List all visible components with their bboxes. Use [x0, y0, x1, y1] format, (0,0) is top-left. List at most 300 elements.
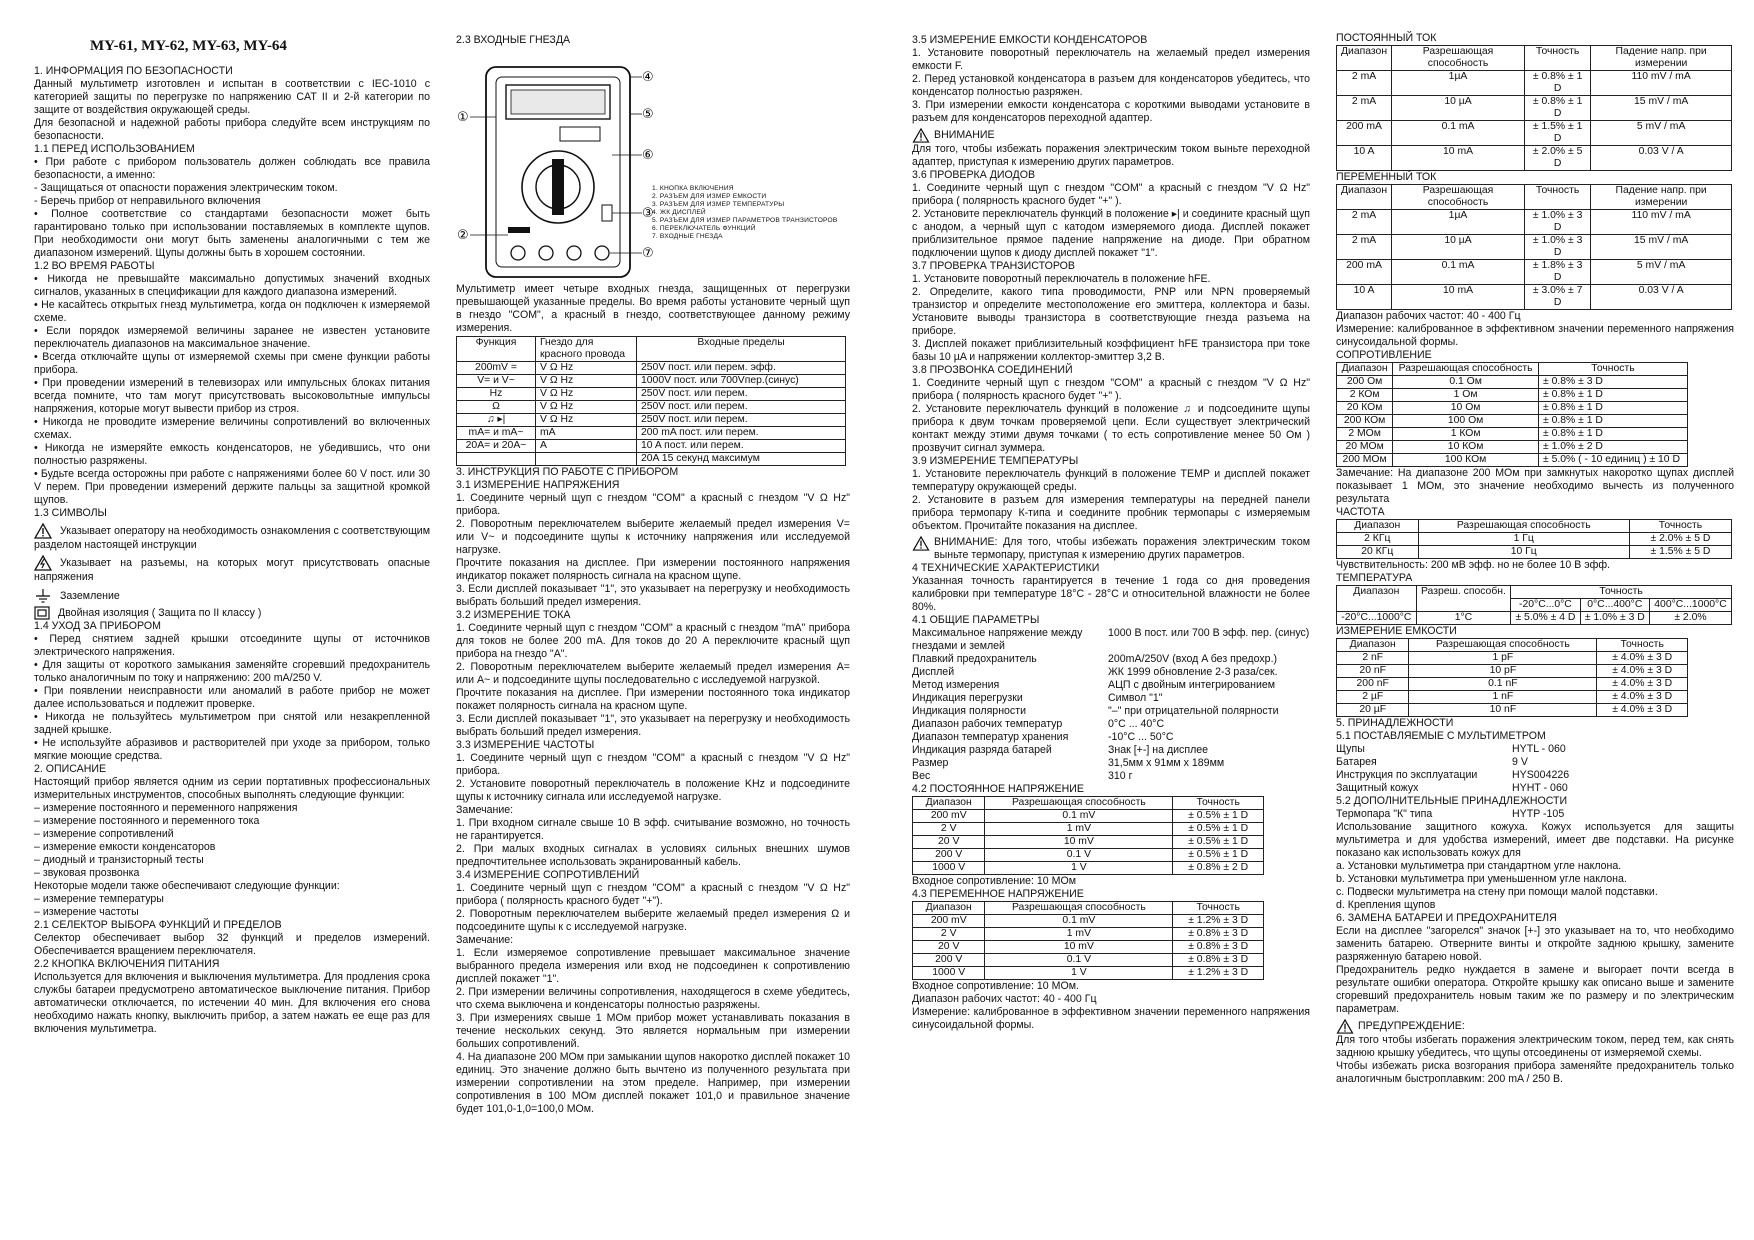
cell: 10 A	[1337, 285, 1392, 310]
cell: V= и V~	[457, 375, 536, 388]
table-header: Разрешающая способность	[1393, 363, 1539, 376]
paragraph: • Для защиты от короткого замыкания заменяйте сгоревший предохранитель только аналогичным по току и напряжению: 200 mA/250 V.	[34, 659, 430, 684]
paragraph: 1. Если измеряемое сопротивление превышает максимальное значение выбранного предела измерения или вход не подсоединен к сопротивлению дисплей покажет "1".	[456, 947, 850, 985]
cell: 1 V	[985, 967, 1173, 980]
symbol-caution-text: Указывает оператору на необходимость ознакомления с соответствующим разделом настоящей инструкции	[34, 524, 430, 551]
symbol-double-insulation-text: Двойная изоляция ( Защита по II классу )	[58, 606, 262, 619]
table-row	[1337, 210, 1732, 235]
table-row	[1337, 546, 1732, 559]
heading: 3.8 ПРОЗВОНКА СОЕДИНЕНИЙ	[912, 364, 1073, 376]
heading: 1.2 ВО ВРЕМЯ РАБОТЫ	[34, 260, 155, 272]
cell: 2 nF	[1337, 652, 1409, 665]
legend-item: 1. КНОПКА ВКЛЮЧЕНИЯ	[652, 185, 734, 192]
cell: ± 1.5% ± 1 D	[1524, 121, 1590, 146]
param-name: Диапазон температур хранения	[912, 731, 1069, 743]
cell: ± 0.8% ± 2 D	[1173, 862, 1264, 875]
paragraph: • Никогда не пользуйтесь мультиметром при снятой или незакрепленной задней крышке.	[34, 711, 430, 736]
table-header: Падение напр. при измерении	[1591, 46, 1732, 71]
table-row	[1337, 415, 1688, 428]
legend-item: 7. ВХОДНЫЕ ГНЕЗДА	[652, 233, 723, 240]
cell: 10 µA	[1392, 235, 1525, 260]
cell: 1 pF	[1409, 652, 1597, 665]
legend-item: 3. РАЗЪЕМ ДЛЯ ИЗМЕР ТЕМПЕРАТУРЫ	[652, 201, 785, 208]
note: Входное сопротивление: 10 МОм.	[912, 980, 1079, 992]
cell: 0.1 mV	[985, 915, 1173, 928]
cell: 1 Гц	[1418, 533, 1629, 546]
table-header: Точность	[1597, 639, 1688, 652]
column-4	[1336, 32, 1734, 1086]
warning-triangle-icon	[912, 536, 930, 551]
warning-text: ВНИМАНИЕ: Для того, чтобы избежать поражения электрическим током выньте термопару, приступая к измерению других параметров.	[934, 536, 1310, 561]
param-value: ЖК 1999 обновление 2-3 раза/сек.	[1108, 666, 1278, 678]
cell: V Ω Hz	[536, 388, 637, 401]
cell: 200 mV	[913, 915, 985, 928]
document-title: MY-61, MY-62, MY-63, MY-64	[90, 38, 287, 54]
paragraph: 2. Поворотным переключателем выберите желаемый предел измерения Ω и подсоедините щупы к с исследуемой нагрузке.	[456, 908, 850, 933]
param-value: 31,5мм х 91мм х 189мм	[1108, 757, 1225, 769]
param-name: Индикация разряда батарей	[912, 744, 1052, 756]
table-row	[1337, 285, 1732, 310]
param-row	[912, 705, 1310, 718]
cell: ± 1.2% ± 3 D	[1173, 915, 1264, 928]
cell: 1°C	[1416, 612, 1511, 625]
heading: 5. ПРИНАДЛЕЖНОСТИ	[1336, 717, 1454, 729]
accessory-row	[1336, 808, 1734, 821]
paragraph: 3. Дисплей покажет приблизительный коэффициент hFE транзистора при токе базы 10 µA и напряжении коллектор-эмиттер 3,2 В.	[912, 338, 1310, 363]
cell	[457, 453, 536, 466]
param-value: -10°C ... 50°C	[1108, 731, 1174, 743]
paragraph: • Всегда отключайте щупы от измеряемой схемы при смене функции работы прибора.	[34, 351, 430, 376]
table-row	[457, 414, 846, 427]
note: Замечание: На диапазоне 200 МОм при замкнутых накоротко щупах дисплей показывает 1 МОм, это значение необходимо вычесть из полученного результата	[1336, 467, 1734, 505]
table-header: Функция	[457, 337, 536, 362]
cell: 1000V пост. или 700Vпер.(синус)	[637, 375, 846, 388]
list-item: – измерение частоты	[34, 906, 139, 918]
heading: 5.2 ДОПОЛНИТЕЛЬНЫЕ ПРИНАДЛЕЖНОСТИ	[1336, 795, 1568, 807]
cell: 20 V	[913, 941, 985, 954]
cell: ± 1.8% ± 3 D	[1524, 260, 1590, 285]
cell: ± 1.5% ± 5 D	[1629, 546, 1731, 559]
paragraph: - Защищаться от опасности поражения электрическим током.	[34, 182, 338, 194]
heading: 3.6 ПРОВЕРКА ДИОДОВ	[912, 169, 1036, 181]
cell: 200 V	[913, 954, 985, 967]
table-row	[1337, 454, 1688, 467]
paragraph: 3. Если дисплей показывает "1", это указывает на перегрузку и необходимость выбрать больший предел измерения.	[456, 583, 850, 608]
cell: 20 МОм	[1337, 441, 1393, 454]
table-header: Диапазон	[1337, 363, 1393, 376]
paragraph: 3. Если дисплей показывает "1", это указывает на перегрузку и необходимость выбрать больший предел измерения.	[456, 713, 850, 738]
symbol-caution	[34, 523, 430, 552]
paragraph: • При работе с прибором пользователь должен соблюдать все правила безопасности, а именно:	[34, 156, 430, 181]
accessory-name: Щупы	[1336, 743, 1365, 755]
heading: 2.1 СЕЛЕКТОР ВЫБОРА ФУНКЦИЙ И ПРЕДЕЛОВ	[34, 919, 282, 931]
paragraph: 1. Соедините черный щуп с гнездом "COM" а красный с гнездом "V Ω Hz" прибора.	[456, 752, 850, 777]
table-row	[1337, 704, 1688, 717]
cell: 10 µA	[1392, 96, 1525, 121]
cell: 200 КОм	[1337, 415, 1393, 428]
cell: 0.1 mA	[1392, 121, 1525, 146]
cell: mA= и mA~	[457, 427, 536, 440]
cell: mA	[536, 427, 637, 440]
table-row	[1337, 71, 1732, 96]
cell: 2 МОм	[1337, 428, 1393, 441]
heading: 5.1 ПОСТАВЛЯЕМЫЕ С МУЛЬТИМЕТРОМ	[1336, 730, 1546, 742]
heading: 2.3 ВХОДНЫЕ ГНЕЗДА	[456, 34, 571, 46]
cell: 250V пост. или перем. эфф.	[637, 362, 846, 375]
cell: 0.1 V	[985, 954, 1173, 967]
column-2	[456, 34, 850, 1116]
list-item: a. Установки мультиметра при стандартном угле наклона.	[1336, 860, 1622, 872]
list-item: d. Крепления щупов	[1336, 899, 1436, 911]
table-row	[1337, 121, 1732, 146]
cell: 10 mV	[985, 836, 1173, 849]
heading: 6. ЗАМЕНА БАТАРЕИ И ПРЕДОХРАНИТЕЛЯ	[1336, 912, 1557, 924]
table-header: Диапазон	[1337, 46, 1392, 71]
paragraph: 1. Установите поворотный переключатель на желаемый предел измерения емкости F.	[912, 47, 1310, 72]
cell: ± 0.8% ± 3 D	[1173, 954, 1264, 967]
param-value: 200mA/250V (вход A без предохр.)	[1108, 653, 1278, 665]
table-row	[1337, 678, 1688, 691]
param-name: Диапазон рабочих температур	[912, 718, 1063, 730]
cell: 1 nF	[1409, 691, 1597, 704]
table-header: Разрешающая способность	[985, 797, 1173, 810]
cell: ± 1.0% ± 3 D	[1524, 210, 1590, 235]
accessory-code: HYS004226	[1512, 769, 1570, 781]
paragraph: 2. Определите, какого типа проводимости, PNP или NPN проверяемый транзистор и определите местоположение его эмиттера, коллектора и базы. Установите выводы транзистора в соответствующие гнезда разъема на приборе.	[912, 286, 1310, 337]
table-header: Диапазон	[913, 902, 985, 915]
table-subheader: -20°C...0°C	[1511, 599, 1580, 612]
cell: ± 0.8% ± 1 D	[1539, 428, 1688, 441]
cell	[536, 453, 637, 466]
callout-3: ③	[642, 206, 654, 221]
table-row	[457, 453, 846, 466]
cell: 2 V	[913, 928, 985, 941]
list-item: – измерение постоянного и переменного напряжения	[34, 802, 298, 814]
paragraph: 2. Перед установкой конденсатора в разъем для конденсаторов убедитесь, что конденсатор полностью разряжен.	[912, 73, 1310, 98]
param-value: АЦП с двойным интегрированием	[1108, 679, 1276, 691]
heading: 3.5 ИЗМЕРЕНИЕ ЕМКОСТИ КОНДЕНСАТОРОВ	[912, 34, 1148, 46]
paragraph: Настоящий прибор является одним из серии портативных профессиональных измерительных инструментов, способных выполнять следующие функции:	[34, 776, 430, 801]
param-name: Максимальное напряжение между гнездами и землей	[912, 627, 1083, 652]
table-header: Диапазон	[1337, 185, 1392, 210]
table-row	[1337, 612, 1732, 625]
cell: 250V пост. или перем.	[637, 414, 846, 427]
list-item: – измерение температуры	[34, 893, 164, 905]
paragraph: 2. Поворотным переключателем выберите желаемый предел измерения A= или A~ и подсоедините щупы последовательно с исследуемой нагрузкой.	[456, 661, 850, 686]
cell: ± 0.8% ± 3 D	[1173, 941, 1264, 954]
cell: ± 1.2% ± 3 D	[1173, 967, 1264, 980]
paragraph: Использование защитного кожуха. Кожух используется для защиты мультиметра и для удобства измерений, имеет две подставки. На рисунке показано как использовать кожух для	[1336, 821, 1734, 859]
table-header: Разрешающая способность	[985, 902, 1173, 915]
general-params	[912, 627, 1310, 783]
callout-4: ④	[642, 70, 654, 85]
table-header: Разреш. способн.	[1416, 586, 1511, 612]
warning-heading	[912, 128, 1310, 143]
paragraph: Селектор обеспечивает выбор 32 функций и пределов измерений. Обеспечивается вращением переключателя.	[34, 932, 430, 957]
cell: ± 0.5% ± 1 D	[1173, 823, 1264, 836]
list-item: – измерение постоянного и переменного тока	[34, 815, 260, 827]
param-value: "–" при отрицательной полярности	[1108, 705, 1279, 717]
paragraph: Используется для включения и выключения мультиметра. Для продления срока службы батареи предусмотрено автоматическое выключение питания. Прибор автоматически отключается, по истечении 40 мин. Для включения его снова необходимо нажать кнопку, выключить прибор, а затем нажать ее еще раз для включения мультиметра.	[34, 971, 430, 1035]
table-header: Гнездо для красного провода	[536, 337, 637, 362]
heading: ЧАСТОТА	[1336, 506, 1385, 518]
param-name: Дисплей	[912, 666, 955, 678]
cell: 1000 V	[913, 967, 985, 980]
cell: ♫ ▸|	[457, 414, 536, 427]
table-row	[1337, 691, 1688, 704]
paragraph: • При проведении измерений в телевизорах или импульсных блоках питания всегда помните, что там могут присутствовать высоковольтные импульсы напряжения, которые могут вывести прибор из строя.	[34, 377, 430, 415]
accessory-row	[1336, 769, 1734, 782]
cell: 1 mV	[985, 823, 1173, 836]
warning-triangle-icon	[1336, 1019, 1354, 1034]
column-1	[34, 34, 430, 1036]
paragraph: - Беречь прибор от неправильного включения	[34, 195, 261, 207]
list-item: – звуковая прозвонка	[34, 867, 140, 879]
heading: 3.9 ИЗМЕРЕНИЕ ТЕМПЕРАТУРЫ	[912, 455, 1079, 467]
cell: ± 0.8% ± 1 D	[1539, 389, 1688, 402]
table-row	[913, 836, 1264, 849]
cell: V Ω Hz	[536, 414, 637, 427]
frequency-table	[1336, 519, 1732, 559]
heading: 2.2 КНОПКА ВКЛЮЧЕНИЯ ПИТАНИЯ	[34, 958, 220, 970]
cell: 100 КОм	[1393, 454, 1539, 467]
table-row	[457, 427, 846, 440]
table-header: Точность	[1539, 363, 1688, 376]
cell: ± 1.0% ± 2 D	[1539, 441, 1688, 454]
heading: ПОСТОЯННЫЙ ТОК	[1336, 32, 1437, 44]
table-row	[1337, 96, 1732, 121]
cell: ± 0.8% ± 3 D	[1539, 376, 1688, 389]
paragraph: 1. Соедините черный щуп с гнездом "COM" а красный с гнездом "V Ω Hz" прибора.	[456, 492, 850, 517]
cell: 2 µF	[1337, 691, 1409, 704]
paragraph: 1. При входном сигнале свыше 10 В эфф. считывание возможно, но точность не гарантируется.	[456, 817, 850, 842]
note: Чувствительность: 200 мВ эфф. но не более 10 В эфф.	[1336, 559, 1610, 571]
table-row	[1337, 389, 1688, 402]
note: Измерение: калиброванное в эффективном значении переменного напряжения синусоидальной формы.	[912, 1006, 1310, 1031]
cell: 15 mV / mA	[1591, 96, 1732, 121]
cell: 20 V	[913, 836, 985, 849]
cell: 2 mA	[1337, 96, 1392, 121]
cell: ± 3.0% ± 7 D	[1524, 285, 1590, 310]
cell: 200mV =	[457, 362, 536, 375]
table-row	[913, 915, 1264, 928]
table-header: Диапазон	[1337, 586, 1417, 612]
cell: 0.03 V / A	[1591, 285, 1732, 310]
table-row	[457, 375, 846, 388]
table-row	[1337, 428, 1688, 441]
ac-voltage-table	[912, 901, 1264, 980]
accessory-code: 9 V	[1512, 756, 1528, 768]
cell: 20 КГц	[1337, 546, 1419, 559]
cell: 100 Ом	[1393, 415, 1539, 428]
note: Измерение: калиброванное в эффективном значении переменного напряжения синусоидальной формы.	[1336, 323, 1734, 348]
table-row	[913, 823, 1264, 836]
cell: ± 4.0% ± 3 D	[1597, 665, 1688, 678]
cell: 200 Ом	[1337, 376, 1393, 389]
paragraph: • При появлении неисправности или аномалий в работе прибор не может далее использоваться и подлежит проверке.	[34, 685, 430, 710]
cell: 200 mA пост. или перем.	[637, 427, 846, 440]
table-header: Точность	[1511, 586, 1732, 599]
param-row	[912, 666, 1310, 679]
paragraph: 1. Соедините черный щуп с гнездом "COM" а красный с гнездом "mA" прибора для токов не более 200 mA. Для токов до 20 A переключите красный щуп прибора на гнездо "A".	[456, 622, 850, 660]
cell: 250V пост. или перем.	[637, 388, 846, 401]
cell: 5 mV / mA	[1591, 121, 1732, 146]
cell: V Ω Hz	[536, 375, 637, 388]
paragraph: 1. Соедините черный щуп с гнездом "COM" а красный с гнездом "V Ω Hz" прибора ( полярность красного будет "+" ).	[912, 377, 1310, 402]
cell: 1 КОм	[1393, 428, 1539, 441]
heading: 4.3 ПЕРЕМЕННОЕ НАПРЯЖЕНИЕ	[912, 888, 1084, 900]
cell: A	[536, 440, 637, 453]
heading: 1.3 СИМВОЛЫ	[34, 507, 107, 519]
table-row	[1337, 533, 1732, 546]
accessory-code: HYTP -105	[1512, 808, 1565, 820]
heading: СОПРОТИВЛЕНИЕ	[1336, 349, 1432, 361]
heading: ТЕМПЕРАТУРА	[1336, 572, 1413, 584]
cell: 0.1 mV	[985, 810, 1173, 823]
paragraph: 2. Установите переключатель функций в положение ♫ и подсоедините щупы прибора к двум точкам проверяемой цепи. Если существует электрический контакт между этими двумя точками ( то есть сопротивление менее 50 Ом ) прозвучит сигнал зуммера.	[912, 403, 1310, 454]
capacitance-table	[1336, 638, 1688, 717]
param-row	[912, 744, 1310, 757]
multimeter-figure	[456, 47, 850, 283]
cell: 200 МОм	[1337, 454, 1393, 467]
accessory-name: Инструкция по эксплуатации	[1336, 769, 1478, 781]
paragraph: 2. Установите переключатель функций в положение ▸| и соедините красный щуп с анодом, а черный щуп с катодом измеряемого диода. Дисплей покажет приблизительное прямое падение напряжение на диоде. При обратном подключении щупов к диоду дисплей покажет "1".	[912, 208, 1310, 259]
paragraph: Чтобы избежать риска возгорания прибора заменяйте предохранитель только аналогичным быстроплавким: 200 mA / 250 В.	[1336, 1060, 1734, 1085]
note: Входное сопротивление: 10 МОм	[912, 875, 1076, 887]
cell: ± 4.0% ± 3 D	[1597, 704, 1688, 717]
param-value: Знак [+-] на дисплее	[1108, 744, 1209, 756]
cell: V Ω Hz	[536, 362, 637, 375]
warning-title: ВНИМАНИЕ	[934, 129, 995, 141]
cell: ± 5.0% ± 4 D	[1511, 612, 1580, 625]
table-row	[913, 954, 1264, 967]
table-header: Разрешающая способность	[1392, 185, 1525, 210]
symbol-double-insulation	[34, 606, 430, 620]
cell: 0.03 V / A	[1591, 146, 1732, 171]
table-header: Диапазон	[1337, 520, 1419, 533]
paragraph: 1. Установите поворотный переключатель в положение hFE.	[912, 273, 1211, 285]
cell: 10 Ом	[1393, 402, 1539, 415]
multimeter-drawing	[456, 47, 850, 283]
note: Диапазон рабочих частот: 40 - 400 Гц	[1336, 310, 1521, 322]
cell: 110 mV / mA	[1591, 71, 1732, 96]
callout-7: ⑦	[642, 246, 654, 261]
table-row	[457, 401, 846, 414]
paragraph: • Не касайтесь открытых гнезд мультиметра, когда он подключен к измеряемой схеме.	[34, 299, 430, 324]
heading: 3.3 ИЗМЕРЕНИЕ ЧАСТОТЫ	[456, 739, 595, 751]
heading: 3.2 ИЗМЕРЕНИЕ ТОКА	[456, 609, 571, 621]
paragraph: 2. При малых входных сигналах в условиях сильных внешних шумов предпочтительнее использовать экранированный кабель.	[456, 843, 850, 868]
table-header: Точность	[1173, 797, 1264, 810]
cell: 200 mV	[913, 810, 985, 823]
cell: 1000 V	[913, 862, 985, 875]
param-name: Плавкий предохранитель	[912, 653, 1037, 665]
paragraph: • Никогда не измеряйте емкость конденсаторов, не убедившись, что они полностью разряжены.	[34, 442, 430, 467]
symbol-hazard-text: Указывает на разъемы, на которых могут присутствовать опасные напряжения	[34, 556, 430, 583]
warning-triangle-icon	[34, 523, 52, 539]
cell: 1µA	[1392, 71, 1525, 96]
paragraph: 1. Соедините черный щуп с гнездом "COM" а красный с гнездом "V Ω Hz" прибора ( полярность красного будет "+").	[456, 882, 850, 907]
table-subheader: 0°C...400°C	[1580, 599, 1649, 612]
paragraph: • Никогда не превышайте максимально допустимых значений входных сигналов, указанных в спецификации для каждого диапазона измерений.	[34, 273, 430, 298]
cell: 2 V	[913, 823, 985, 836]
cell: 200 V	[913, 849, 985, 862]
cell: 2 mA	[1337, 235, 1392, 260]
cell: ± 0.8% ± 1 D	[1539, 402, 1688, 415]
table-header: Разрешающая способность	[1392, 46, 1525, 71]
table-header: Разрешающая способность	[1418, 520, 1629, 533]
heading: 4 ТЕХНИЧЕСКИЕ ХАРАКТЕРИСТИКИ	[912, 562, 1100, 574]
table-header: Падение напр. при измерении	[1591, 185, 1732, 210]
paragraph: 2. При измерении величины сопротивления, находящегося в схеме убедитесь, что схема выключена и конденсаторы полностью разряжены.	[456, 986, 850, 1011]
paragraph: • Никогда не проводите измерение величины сопротивлений во включенных схемах.	[34, 416, 430, 441]
paragraph: Указанная точность гарантируется в течение 1 года со дня проведения калибровки при температуре 18°C - 28°C и относительной влажности не более 80%.	[912, 575, 1310, 613]
table-row	[1337, 441, 1688, 454]
cell: ± 2.0%	[1649, 612, 1731, 625]
table-row	[913, 810, 1264, 823]
param-row	[912, 692, 1310, 705]
cell: ± 1.0% ± 3 D	[1580, 612, 1649, 625]
cell: 20 КОм	[1337, 402, 1393, 415]
param-row	[912, 679, 1310, 692]
legend-item: 5. РАЗЪЕМ ДЛЯ ИЗМЕР ПАРАМЕТРОВ ТРАНЗИСТОРОВ	[652, 217, 838, 224]
param-name: Индикация перегрузки	[912, 692, 1023, 704]
cell: ± 0.8% ± 1 D	[1524, 71, 1590, 96]
cell: Ω	[457, 401, 536, 414]
table-header: Разрешающая способность	[1409, 639, 1597, 652]
cell: 200 nF	[1337, 678, 1409, 691]
heading: 3.1 ИЗМЕРЕНИЕ НАПРЯЖЕНИЯ	[456, 479, 620, 491]
heading: 4.1 ОБЩИЕ ПАРАМЕТРЫ	[912, 614, 1040, 626]
input-jacks-table	[456, 336, 846, 466]
cell: V Ω Hz	[536, 401, 637, 414]
cell: 10 mA	[1392, 146, 1525, 171]
cell: 20A 15 секунд максимум	[637, 453, 846, 466]
note: Диапазон рабочих частот: 40 - 400 Гц	[912, 993, 1097, 1005]
accessory-row	[1336, 756, 1734, 769]
dc-voltage-table	[912, 796, 1264, 875]
heading: 4.2 ПОСТОЯННОЕ НАПРЯЖЕНИЕ	[912, 783, 1084, 795]
table-row	[913, 849, 1264, 862]
param-name: Индикация полярности	[912, 705, 1027, 717]
warning-block	[912, 536, 1310, 562]
heading: ИЗМЕРЕНИЕ ЕМКОСТИ	[1336, 625, 1457, 637]
paragraph: Для безопасной и надежной работы прибора следуйте всем инструкциям по безопасности.	[34, 117, 430, 142]
callout-2: ②	[457, 228, 469, 243]
table-header: Диапазон	[1337, 639, 1409, 652]
heading: 3.4 ИЗМЕРЕНИЕ СОПРОТИВЛЕНИЙ	[456, 869, 640, 881]
accessory-name: Защитный кожух	[1336, 782, 1419, 794]
cell: 1µA	[1392, 210, 1525, 235]
paragraph: 2. Поворотным переключателем выберите желаемый предел измерения V= или V~ и подсоедините щупы к источнику напряжения или исследуемой нагрузке.	[456, 518, 850, 556]
table-row	[1337, 402, 1688, 415]
heading: 3. ИНСТРУКЦИЯ ПО РАБОТЕ С ПРИБОРОМ	[456, 466, 679, 478]
cell: 200 mA	[1337, 260, 1392, 285]
accessory-code: HYHT - 060	[1512, 782, 1568, 794]
table-row	[913, 928, 1264, 941]
cell: 2 КГц	[1337, 533, 1419, 546]
callout-5: ⑤	[642, 107, 654, 122]
cell: 10 КОм	[1393, 441, 1539, 454]
callout-1: ①	[457, 110, 469, 125]
table-header: Входные пределы	[637, 337, 846, 362]
table-row	[1337, 235, 1732, 260]
paragraph: • Если порядок измеряемой величины заранее не известен установите переключатель диапазонов на максимальное значение.	[34, 325, 430, 350]
cell: 0.1 mA	[1392, 260, 1525, 285]
callout-6: ⑥	[642, 148, 654, 163]
heading: 1.1 ПЕРЕД ИСПОЛЬЗОВАНИЕМ	[34, 143, 195, 155]
paragraph: 2. Установите в разъем для измерения температуры на передней панели прибора термопару К-типа и соедините пробник термопары с измеряемым объектом. Прочитайте показания на дисплее.	[912, 494, 1310, 532]
